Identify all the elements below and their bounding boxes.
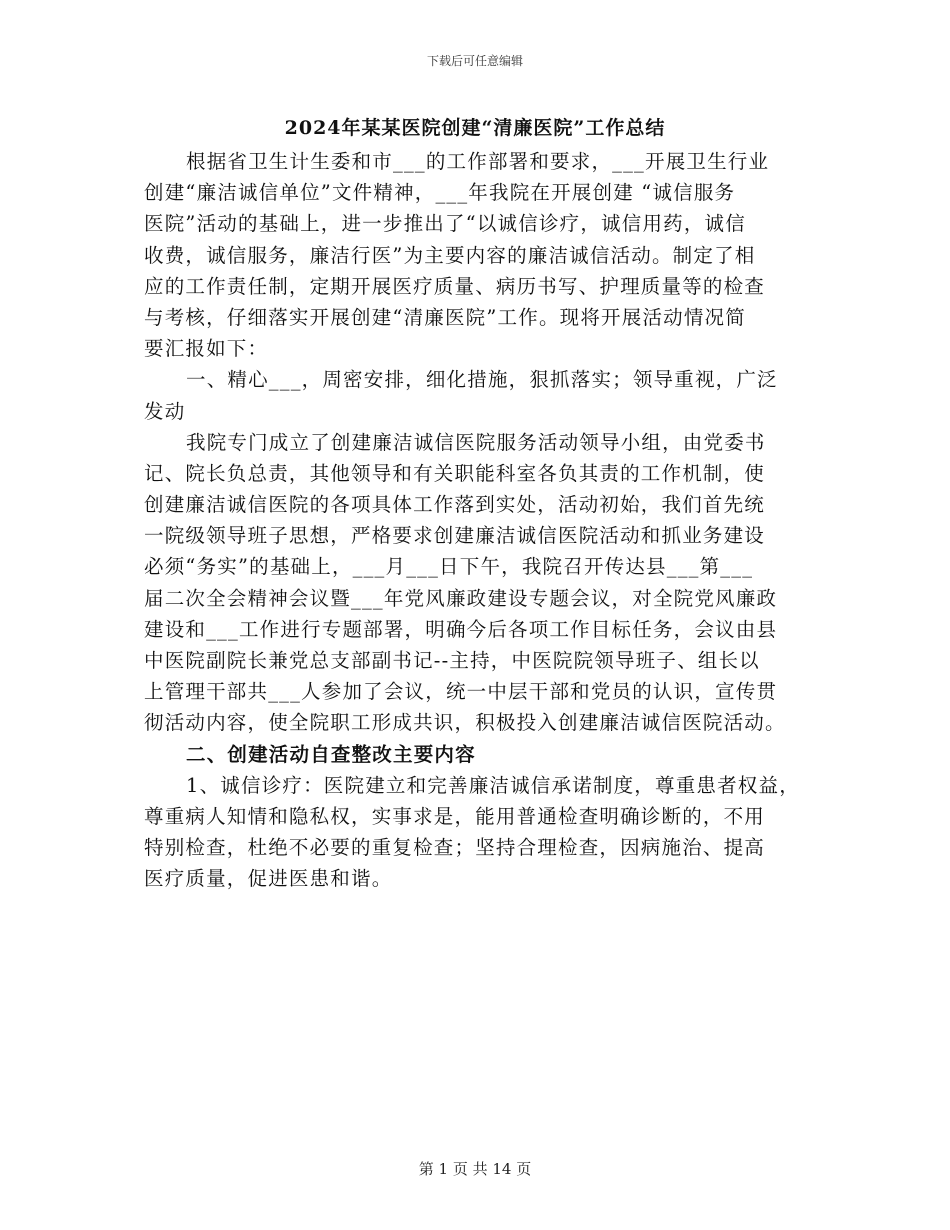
paragraph-line: 医院”活动的基础上，进一步推出了“以诚信诊疗，诚信用药，诚信 [144,212,746,236]
paragraph-line: 建设和___工作进行专题部署，明确今后各项工作目标任务，会议由县 [144,617,778,641]
section-heading: 二、创建活动自查整改主要内容 [186,742,476,766]
paragraph-line: 医疗质量，促进医患和谐。 [144,867,393,891]
paragraph-line: 届二次全会精神会议暨___年党风廉政建设专题会议，对全院党风廉政 [144,586,778,610]
paragraph-line: 中医院副院长兼党总支部副书记--主持，中医院院领导班子、组长以 [144,649,760,672]
paragraph-line: 创建“廉洁诚信单位”文件精神，___年我院在开展创建 “诚信服务 [144,181,736,205]
paragraph-line: 1、诚信诊疗：医院建立和完善廉洁诚信承诺制度，尊重患者权益， [186,773,800,797]
paragraph-line: 我院专门成立了创建廉洁诚信医院服务活动领导小组，由党委书 [186,430,766,454]
document-title: 2024年某某医院创建“清廉医院”工作总结 [284,117,666,139]
paragraph-line: 尊重病人知情和隐私权，实事求是，能用普通检查明确诊断的，不用 [144,804,766,828]
paragraph-line: 创建廉洁诚信医院的各项具体工作落到实处，活动初始，我们首先统 [144,493,766,517]
document-body [144,146,812,895]
paragraph-line: 一院级领导班子思想，严格要求创建廉洁诚信医院活动和抓业务建设 [144,524,766,548]
paragraph-line: 根据省卫生计生委和市___的工作部署和要求，___开展卫生行业 [186,150,770,173]
paragraph-line: 应的工作责任制，定期开展医疗质量、病历书写、护理质量等的检查 [144,274,766,298]
section-heading-line: 一、精心___，周密安排，细化措施，狠抓落实；领导重视，广泛 [186,368,778,392]
paragraph-line: 收费，诚信服务，廉洁行医”为主要内容的廉洁诚信活动。制定了相 [144,243,756,267]
paragraph-line: 必须“务实”的基础上，___月___日下午，我院召开传达县___第___ [144,555,754,579]
page-footer: 第 1 页 共 14 页 [418,1160,532,1178]
paragraph-line: 要汇报如下： [144,337,269,361]
header-note: 下载后可任意编辑 [426,54,523,68]
paragraph-line: 特别检查，杜绝不必要的重复检查；坚持合理检查，因病施治、提高 [144,836,766,860]
section-heading-line: 发动 [144,399,186,423]
paragraph-line: 上管理干部共___人参加了会议，统一中层干部和党员的认识，宣传贯 [144,680,778,704]
paragraph-line: 与考核，仔细落实开展创建“清廉医院”工作。现将开展活动情况简 [144,305,746,329]
paragraph-line: 彻活动内容，使全院职工形成共识，积极投入创建廉洁诚信医院活动。 [144,711,786,735]
paragraph-line: 记、院长负总责，其他领导和有关职能科室各负其责的工作机制，使 [144,461,766,485]
